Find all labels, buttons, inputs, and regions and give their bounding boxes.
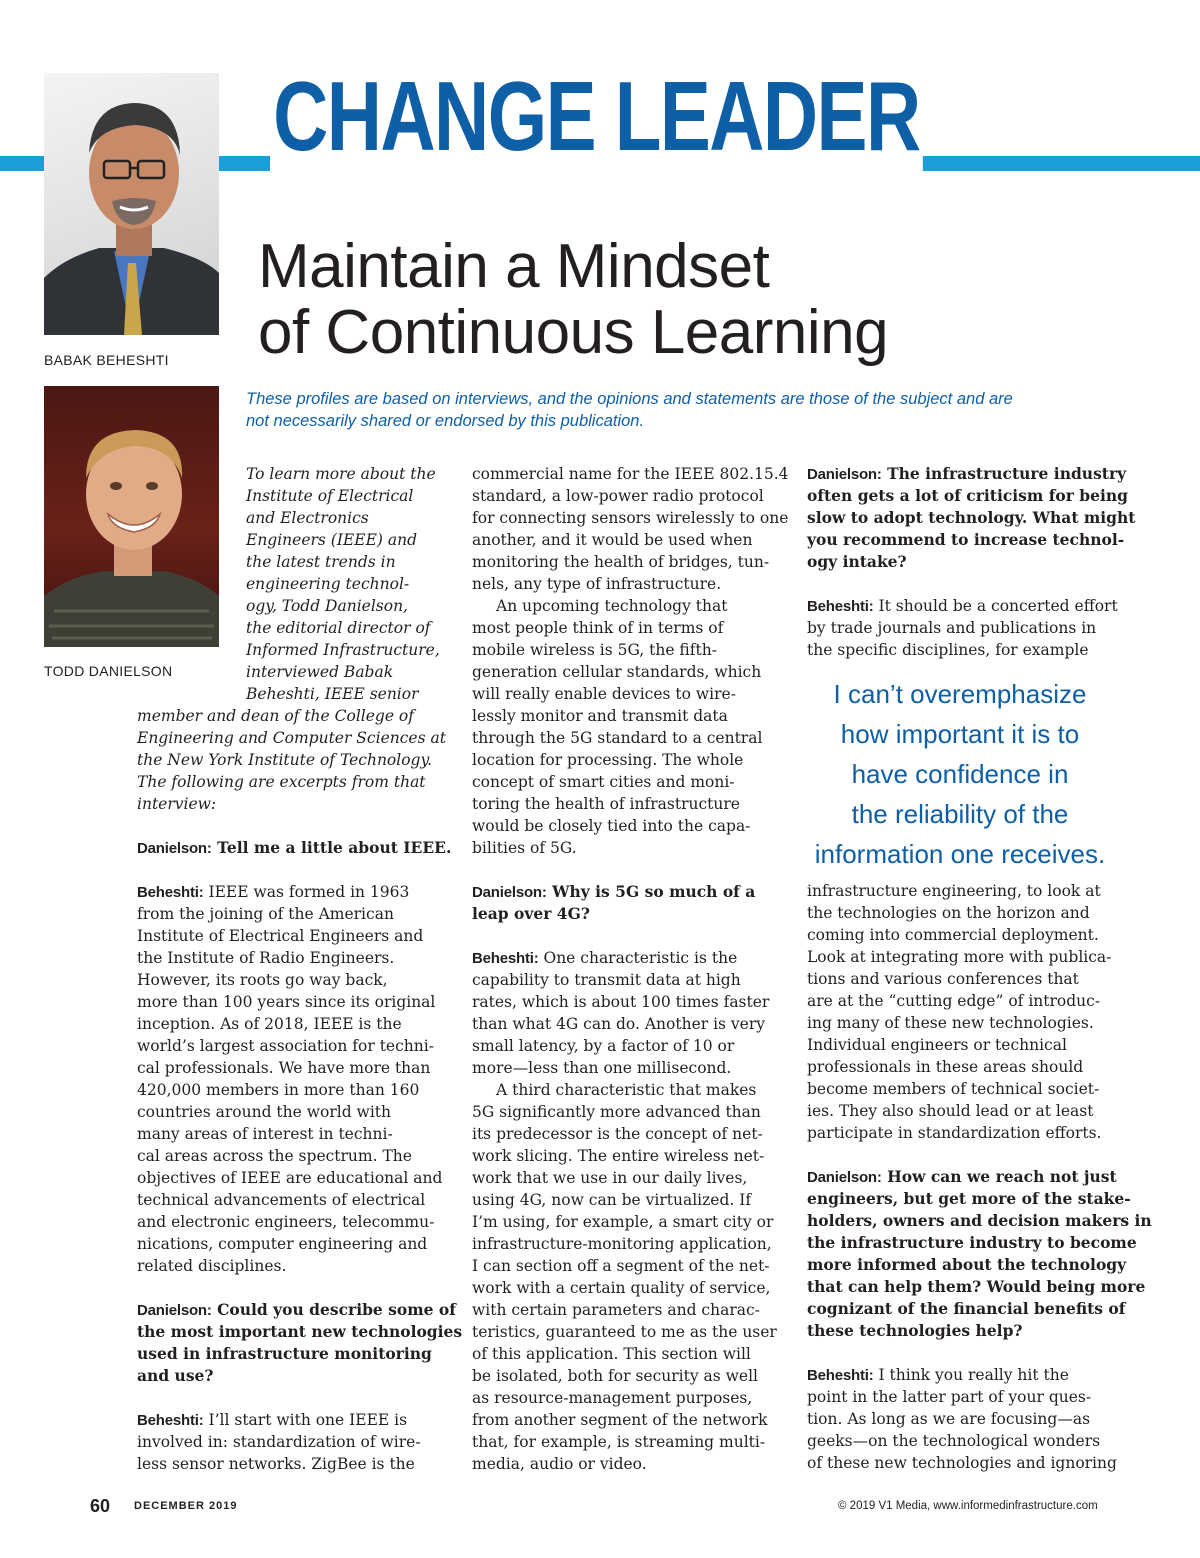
text-line: An upcoming technology that	[496, 597, 728, 615]
text-line: I can section off a segment of the net-	[472, 1257, 770, 1275]
text-line: Institute of Electrical	[246, 487, 414, 505]
speaker-label: Beheshti:	[137, 1412, 204, 1429]
text-line: another, and it would be used when	[472, 531, 753, 549]
paragraph	[472, 595, 789, 859]
intro-paragraph-continued	[137, 705, 462, 815]
text-line: interview:	[137, 795, 217, 813]
text-line: Institute of Electrical Engineers and	[137, 927, 424, 945]
text-line: many areas of interest in techni-	[137, 1125, 393, 1143]
text-line: location for processing. The whole	[472, 751, 744, 769]
interview-question	[807, 463, 1135, 573]
text-line: engineers, but get more of the stake-	[807, 1189, 1131, 1208]
text-line: leap over 4G?	[472, 904, 590, 923]
interview-question	[807, 1166, 1152, 1342]
text-line: be isolated, both for security as well	[472, 1367, 758, 1385]
text-line: The infrastructure industry	[887, 464, 1127, 483]
text-line: standard, a low-power radio protocol	[472, 487, 764, 505]
text-line: the specific disciplines, for example	[807, 641, 1089, 659]
intro-paragraph	[246, 463, 440, 705]
text-line: the most important new technologies	[137, 1322, 463, 1341]
text-line: with certain parameters and charac-	[472, 1301, 760, 1319]
text-line: How can we reach not just	[887, 1167, 1117, 1186]
speaker-label: Danielson:	[137, 1302, 212, 1319]
interview-question	[137, 1299, 462, 1387]
speaker-label: Danielson:	[472, 884, 547, 901]
interview-answer	[137, 881, 462, 1277]
text-line: and Electronics	[246, 509, 369, 527]
text-line: more—less than one millisecond.	[472, 1059, 732, 1077]
article-title	[258, 234, 938, 366]
pull-quote-line: I can’t overemphasize	[833, 679, 1087, 709]
text-line: Beheshti, IEEE senior	[246, 685, 419, 703]
text-line: professionals in these areas should	[807, 1058, 1084, 1076]
interview-question	[472, 881, 789, 925]
text-line: the infrastructure industry to become	[807, 1233, 1137, 1252]
text-line: slow to adopt technology. What might	[807, 508, 1136, 527]
speaker-label: Beheshti:	[472, 950, 539, 967]
text-line: that, for example, is streaming multi-	[472, 1433, 766, 1451]
portrait-illustration	[44, 73, 219, 335]
text-line: these technologies help?	[807, 1321, 1023, 1340]
section-headline: CHANGE LEADER	[270, 56, 923, 176]
speaker-label: Beheshti:	[807, 1367, 874, 1384]
article-column-3-bottom	[807, 880, 1152, 1474]
paragraph	[807, 880, 1152, 1144]
pull-quote-line: how important it is to	[840, 719, 1080, 749]
text-line: would be closely tied into the capa-	[472, 817, 751, 835]
text-line: participate in standardization efforts.	[807, 1124, 1102, 1142]
text-line: nications, computer engineering and	[137, 1235, 428, 1253]
pull-quote-line: have confidence in	[851, 759, 1069, 789]
interview-answer	[807, 595, 1135, 661]
text-line: cal professionals. We have more than	[137, 1059, 431, 1077]
text-line: generation cellular standards, which	[472, 663, 762, 681]
text-line: lessly monitor and transmit data	[472, 707, 728, 725]
text-line: the editorial director of	[246, 619, 431, 637]
text-line: small latency, by a factor of 10 or	[472, 1037, 735, 1055]
text-line: the Institute of Radio Engineers.	[137, 949, 395, 967]
text-line: point in the latter part of your ques-	[807, 1388, 1092, 1406]
disclaimer-line: not necessarily shared or endorsed by this publication.	[246, 412, 645, 430]
text-line: interviewed Babak	[246, 663, 394, 681]
text-line: than what 4G can do. Another is very	[472, 1015, 766, 1033]
text-line: tions and various conferences that	[807, 970, 1079, 988]
text-line: that can help them? Would being more	[807, 1277, 1146, 1296]
text-line: and electronic engineers, telecommu-	[137, 1213, 435, 1231]
paragraph	[472, 1079, 789, 1475]
speaker-label: Danielson:	[807, 1169, 882, 1186]
text-line: you recommend to increase technol-	[807, 530, 1125, 549]
text-line: of this application. This section will	[472, 1345, 751, 1363]
text-line: inception. As of 2018, IEEE is the	[137, 1015, 402, 1033]
text-line: and use?	[137, 1366, 214, 1385]
text-line: geeks—on the technological wonders	[807, 1432, 1101, 1450]
text-line: most people think of in terms of	[472, 619, 724, 637]
text-line: 420,000 members in more than 160	[137, 1081, 420, 1099]
pull-quote-line: the reliability of the	[851, 799, 1069, 829]
text-line: used in infrastructure monitoring	[137, 1344, 432, 1363]
text-line: using 4G, now can be virtualized. If	[472, 1191, 752, 1209]
text-line: work that we use in our daily lives,	[472, 1169, 748, 1187]
text-line: Tell me a little about IEEE.	[217, 838, 452, 857]
text-line: coming into commercial deployment.	[807, 926, 1099, 944]
text-line: ogy, Todd Danielson,	[246, 597, 408, 615]
text-line: infrastructure-monitoring application,	[472, 1235, 772, 1253]
interview-answer	[807, 1364, 1152, 1474]
editorial-disclaimer	[246, 388, 1126, 432]
text-line: of these new technologies and ignoring	[807, 1454, 1117, 1472]
text-line: world’s largest association for techni-	[137, 1037, 434, 1055]
text-line: through the 5G standard to a central	[472, 729, 763, 747]
article-title-line: Maintain a Mindset	[258, 232, 770, 301]
text-line: 5G significantly more advanced than	[472, 1103, 761, 1121]
text-line: monitoring the health of bridges, tun-	[472, 553, 770, 571]
text-line: I think you really hit the	[878, 1366, 1069, 1384]
text-line: cal areas across the spectrum. The	[137, 1147, 412, 1165]
portrait-illustration	[44, 386, 219, 647]
text-line: the latest trends in	[246, 553, 396, 571]
text-line: IEEE was formed in 1963	[208, 883, 410, 901]
text-line: I’ll start with one IEEE is	[208, 1411, 408, 1429]
text-line: from another segment of the network	[472, 1411, 768, 1429]
text-line: media, audio or video.	[472, 1455, 647, 1473]
text-line: Individual engineers or technical	[807, 1036, 1067, 1054]
text-line: countries around the world with	[137, 1103, 391, 1121]
text-line: The following are excerpts from that	[137, 773, 426, 791]
text-line: One characteristic is the	[543, 949, 738, 967]
text-line: involved in: standardization of wire-	[137, 1433, 421, 1451]
text-line: rates, which is about 100 times faster	[472, 993, 770, 1011]
text-line: its predecessor is the concept of net-	[472, 1125, 763, 1143]
text-line: are at the “cutting edge” of introduc-	[807, 992, 1101, 1010]
text-line: work with a certain quality of service,	[472, 1279, 771, 1297]
interview-answer	[137, 1409, 462, 1475]
text-line: ing many of these new technologies.	[807, 1014, 1094, 1032]
text-line: Could you describe some of	[217, 1300, 456, 1319]
speaker-label: Danielson:	[807, 466, 882, 483]
text-line: as resource-management purposes,	[472, 1389, 753, 1407]
interview-question	[137, 837, 462, 859]
article-title-line: of Continuous Learning	[258, 298, 889, 367]
text-line: Informed Infrastructure,	[246, 641, 440, 659]
text-line: objectives of IEEE are educational and	[137, 1169, 443, 1187]
text-line: will really enable devices to wire-	[472, 685, 736, 703]
interview-answer	[472, 947, 789, 1079]
article-column-3-top	[807, 463, 1135, 661]
photo-caption: BABAK BEHESHTI	[44, 352, 169, 368]
text-line: bilities of 5G.	[472, 839, 577, 857]
text-line: Look at integrating more with publica-	[807, 948, 1112, 966]
text-line: It should be a concerted effort	[878, 597, 1118, 615]
text-line: cognizant of the financial benefits of	[807, 1299, 1126, 1318]
text-line: related disciplines.	[137, 1257, 287, 1275]
text-line: engineering technol-	[246, 575, 410, 593]
paragraph	[472, 463, 789, 595]
text-line: the New York Institute of Technology.	[137, 751, 433, 769]
text-line: work slicing. The entire wireless net-	[472, 1147, 765, 1165]
text-line: commercial name for the IEEE 802.15.4	[472, 465, 789, 483]
text-line: holders, owners and decision makers in	[807, 1211, 1152, 1230]
speaker-label: Beheshti:	[137, 884, 204, 901]
disclaimer-line: These profiles are based on interviews, and the opinions and statements are those of the subject and are	[246, 390, 1013, 408]
text-line: A third characteristic that makes	[496, 1081, 757, 1099]
pull-quote-line: information one receives.	[814, 839, 1106, 869]
portrait-photo-todd-danielson	[44, 386, 219, 647]
text-line: more informed about the technology	[807, 1255, 1127, 1274]
text-line: concept of smart cities and moni-	[472, 773, 735, 791]
text-line: less sensor networks. ZigBee is the	[137, 1455, 415, 1473]
text-line: ies. They also should lead or at least	[807, 1102, 1094, 1120]
text-line: I’m using, for example, a smart city or	[472, 1213, 774, 1231]
text-line: mobile wireless is 5G, the fifth-	[472, 641, 717, 659]
text-line: more than 100 years since its original	[137, 993, 436, 1011]
text-line: from the joining of the American	[137, 905, 394, 923]
text-line: Engineers (IEEE) and	[246, 531, 418, 549]
text-line: become members of technical societ-	[807, 1080, 1100, 1098]
text-line: tion. As long as we are focusing—as	[807, 1410, 1091, 1428]
text-line: infrastructure engineering, to look at	[807, 882, 1101, 900]
copyright-notice: © 2019 V1 Media, www.informedinfrastructure.com	[838, 1500, 1098, 1512]
text-line: by trade journals and publications in	[807, 619, 1097, 637]
text-line: To learn more about the	[246, 465, 436, 483]
text-line: Why is 5G so much of a	[552, 882, 756, 901]
issue-date: DECEMBER 2019	[134, 1500, 238, 1512]
text-line: member and dean of the College of	[137, 707, 414, 725]
text-line: teristics, guaranteed to me as the user	[472, 1323, 777, 1341]
text-line: technical advancements of electrical	[137, 1191, 426, 1209]
speaker-label: Beheshti:	[807, 598, 874, 615]
text-line: Engineering and Computer Sciences at	[137, 729, 446, 747]
text-line: the technologies on the horizon and	[807, 904, 1090, 922]
page-number: 60	[90, 1496, 111, 1516]
speaker-label: Danielson:	[137, 840, 212, 857]
article-column-1	[137, 705, 462, 1475]
photo-caption: TODD DANIELSON	[44, 663, 173, 679]
text-line: nels, any type of infrastructure.	[472, 575, 722, 593]
pull-quote	[790, 674, 1130, 874]
text-line: However, its roots go way back,	[137, 971, 388, 989]
portrait-photo-babak-beheshti	[44, 73, 219, 335]
text-line: often gets a lot of criticism for being	[807, 486, 1128, 505]
text-line: capability to transmit data at high	[472, 971, 741, 989]
text-line: toring the health of infrastructure	[472, 795, 740, 813]
article-column-2	[472, 463, 789, 1475]
text-line: ogy intake?	[807, 552, 907, 571]
text-line: for connecting sensors wirelessly to one	[472, 509, 789, 527]
